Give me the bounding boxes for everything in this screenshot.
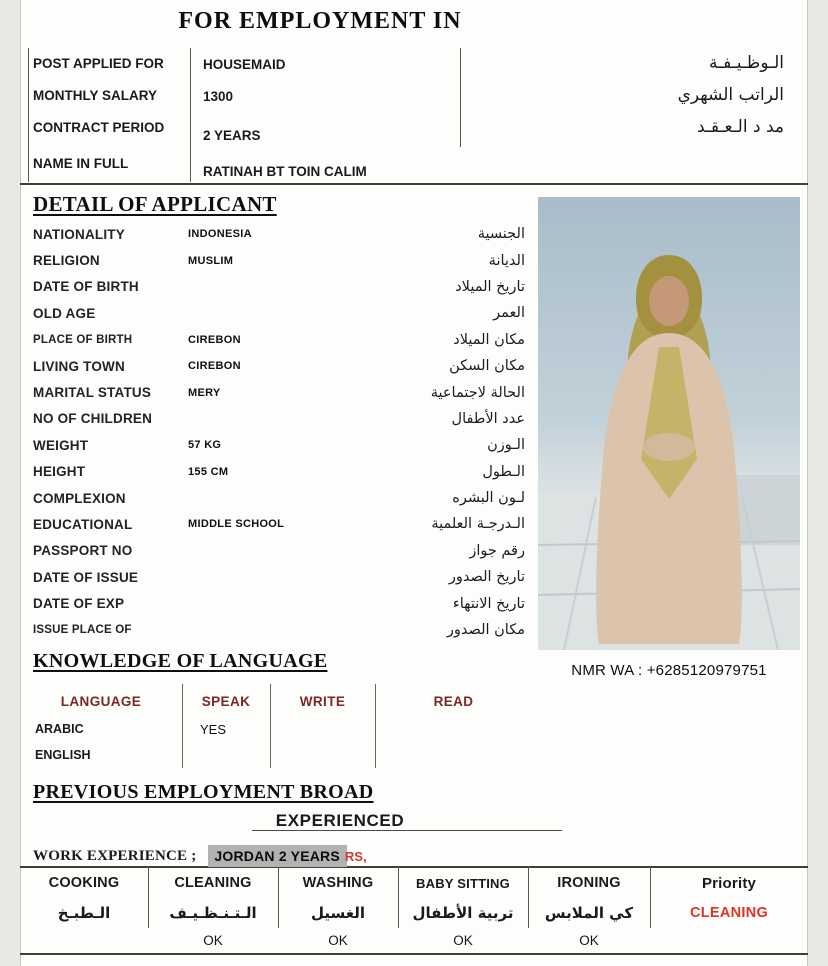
field-label: DATE OF ISSUE (33, 569, 139, 585)
field-label-arabic: الـطول (482, 463, 525, 480)
field-label: COMPLEXION (33, 490, 126, 506)
employment-table (20, 50, 808, 183)
detail-row (33, 511, 525, 537)
field-label-arabic: مد د الـعـقـد (697, 117, 784, 137)
column-divider (460, 48, 461, 147)
field-label-arabic: تاريخ الميلاد (455, 278, 525, 295)
detail-row (33, 406, 525, 432)
field-value: CIREBON (188, 360, 241, 373)
language-header-cell: SPEAK (201, 693, 251, 709)
field-value: INDONESIA (188, 228, 252, 241)
field-label-arabic: مكان الميلاد (453, 331, 525, 348)
field-label-arabic: الحالة لاجتماعية (430, 384, 525, 401)
column-divider (528, 866, 529, 928)
photo-caption: NMR WA : +6285120979751 (571, 662, 767, 679)
detail-row (33, 247, 525, 273)
field-value: RATINAH BT TOIN CALIM (203, 164, 367, 179)
field-label: PASSPORT NO (33, 543, 133, 559)
field-label-arabic: الراتب الشهري (677, 85, 784, 105)
field-label: NATIONALITY (33, 226, 125, 242)
field-label-arabic: لـون البشره (452, 490, 525, 507)
applicant-photo-illustration (538, 197, 800, 650)
column-divider (375, 684, 376, 768)
employment-row (20, 53, 808, 82)
applicant-photo (538, 197, 800, 650)
skill-header-cell: CLEANING (174, 875, 252, 891)
language-row (20, 742, 532, 768)
skill-arabic-cell: الغسيل (310, 903, 366, 922)
skill-ok-cell: OK (203, 932, 223, 948)
field-label-arabic: الـوظـيـفـة (709, 53, 784, 73)
field-value: HOUSEMAID (203, 57, 286, 72)
detail-row (33, 353, 525, 379)
field-value: MIDDLE SCHOOL (188, 518, 285, 531)
field-label: MARITAL STATUS (33, 385, 152, 401)
language-header-row (20, 686, 532, 716)
work-experience-label: WORK EXPERIENCE ; (33, 847, 197, 864)
field-label-arabic: مكان الصدور (446, 622, 525, 639)
field-label: ISSUE PLACE OF (33, 624, 132, 637)
detail-row (33, 300, 525, 326)
skill-ok-cell: OK (328, 932, 348, 948)
field-value: MUSLIM (188, 254, 234, 267)
work-experience-value: JORDAN 2 YEARS (208, 845, 346, 867)
language-speak: YES (200, 721, 227, 737)
field-label-arabic: الـدرجـة العلمية (431, 516, 525, 533)
language-row (20, 716, 532, 742)
work-experience-line (33, 845, 367, 867)
detail-section-title: DETAIL OF APPLICANT (33, 192, 277, 216)
field-label: NO OF CHILDREN (33, 411, 153, 427)
field-label: LIVING TOWN (33, 358, 125, 374)
skill-ok-cell: OK (453, 932, 473, 948)
field-label: POST APPLIED FOR (33, 56, 164, 71)
field-label: HEIGHT (33, 464, 86, 480)
field-label: RELIGION (33, 253, 100, 269)
detail-row (33, 379, 525, 405)
field-label: PLACE OF BIRTH (33, 333, 133, 346)
detail-row (33, 432, 525, 458)
priority-header-cell: Priority (701, 874, 757, 892)
detail-row (33, 538, 525, 564)
column-divider (278, 866, 279, 928)
field-label: EDUCATIONAL (33, 516, 133, 532)
detail-row (33, 221, 525, 247)
skill-arabic-cell: تربية الأطفال (412, 903, 514, 922)
field-label-arabic: الجنسية (477, 226, 525, 243)
skills-ok-row (20, 927, 808, 953)
priority-value-cell: CLEANING (689, 904, 769, 921)
skill-header-cell: WASHING (302, 875, 374, 891)
detail-row (33, 564, 525, 590)
field-label: CONTRACT PERIOD (33, 120, 165, 135)
table-border (20, 953, 808, 955)
language-name: ENGLISH (35, 748, 91, 762)
section-divider (20, 183, 808, 185)
skill-ok-cell (650, 927, 808, 953)
field-value: 1300 (203, 89, 234, 104)
skills-header-row (20, 868, 808, 898)
skill-header-cell: BABY SITTING (416, 875, 510, 891)
column-divider (190, 48, 191, 182)
field-value: 155 CM (188, 465, 229, 478)
detail-row (33, 590, 525, 616)
skill-header-cell: IRONING (557, 875, 621, 891)
experienced-label: EXPERIENCED (275, 811, 405, 830)
language-header-cell: LANGUAGE (60, 693, 142, 709)
field-label: OLD AGE (33, 305, 96, 321)
field-label: NAME IN FULL (33, 156, 129, 171)
field-value: 2 YEARS (203, 128, 261, 143)
page-title: FOR EMPLOYMENT IN (178, 8, 462, 34)
field-label-arabic: مكان السكن (449, 358, 525, 375)
column-divider (148, 866, 149, 928)
field-label-arabic: تاريخ الصدور (448, 569, 525, 586)
field-label-arabic: تاريخ الانتهاء (452, 595, 525, 612)
field-label-arabic: عدد الأطفال (451, 410, 525, 427)
field-value: 57 KG (188, 439, 222, 452)
field-label: DATE OF BIRTH (33, 279, 139, 295)
field-label: WEIGHT (33, 437, 89, 453)
skill-ok-cell (20, 927, 148, 953)
field-label-arabic: رقم جواز (469, 542, 525, 559)
detail-row (33, 617, 525, 643)
field-label-arabic: العمر (493, 305, 525, 322)
skill-header-cell: COOKING (48, 875, 120, 891)
applicant-details (33, 221, 525, 643)
field-label: MONTHLY SALARY (33, 88, 158, 103)
previous-section-title: PREVIOUS EMPLOYMENT BROAD (33, 781, 374, 803)
employment-row (20, 85, 808, 114)
language-table (20, 686, 532, 768)
skill-arabic-cell: كي الملابس (544, 903, 634, 922)
employment-row (20, 117, 808, 146)
work-experience-remnant: RS, (344, 848, 367, 864)
employment-row (20, 156, 808, 182)
column-divider (398, 866, 399, 928)
table-border (28, 48, 29, 182)
skills-table (20, 868, 808, 953)
skill-arabic-cell: الـتـنـظـيـف (169, 903, 257, 922)
detail-row (33, 274, 525, 300)
skill-arabic-cell: الـطبـخ (57, 903, 111, 922)
language-header-cell: WRITE (299, 693, 346, 709)
skill-ok-cell: OK (579, 932, 599, 948)
detail-row (33, 485, 525, 511)
field-label-arabic: الديانة (488, 252, 525, 269)
field-value: MERY (188, 386, 221, 399)
field-value: CIREBON (188, 333, 241, 346)
column-divider (650, 866, 651, 928)
column-divider (182, 684, 183, 768)
field-label: DATE OF EXP (33, 596, 125, 612)
language-section-title: KNOWLEDGE OF LANGUAGE (33, 650, 328, 672)
skills-arabic-row (20, 898, 808, 927)
column-divider (270, 684, 271, 768)
detail-row (33, 459, 525, 485)
detail-row (33, 327, 525, 353)
language-header-cell: READ (433, 693, 474, 709)
language-name: ARABIC (35, 722, 84, 736)
field-label-arabic: الـوزن (487, 437, 525, 454)
